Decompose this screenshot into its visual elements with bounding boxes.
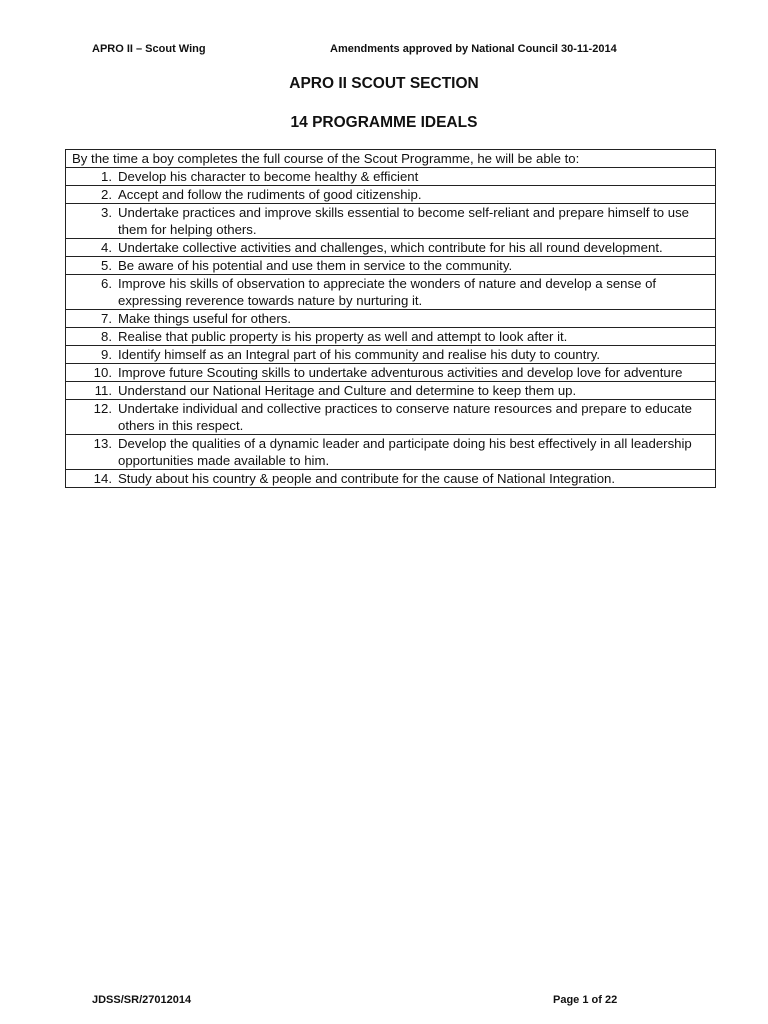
table-row bbox=[66, 400, 716, 435]
table-cell bbox=[66, 470, 716, 488]
ideal-number: 8. bbox=[101, 329, 112, 344]
table-cell bbox=[66, 400, 716, 435]
ideal-item bbox=[72, 346, 715, 363]
table-cell bbox=[66, 364, 716, 382]
table-row bbox=[66, 257, 716, 275]
ideal-number: 3. bbox=[101, 205, 112, 220]
ideals-table-body bbox=[66, 150, 716, 488]
ideal-number: 2. bbox=[101, 187, 112, 202]
table-row bbox=[66, 168, 716, 186]
ideal-number: 5. bbox=[101, 258, 112, 273]
table-cell bbox=[66, 168, 716, 186]
table-cell bbox=[66, 435, 716, 470]
table-cell bbox=[66, 275, 716, 310]
ideal-item bbox=[72, 310, 715, 327]
section-title: APRO II SCOUT SECTION bbox=[289, 75, 479, 92]
table-row bbox=[66, 310, 716, 328]
ideal-item bbox=[72, 328, 715, 345]
ideal-text: Be aware of his potential and use them in service to the community. bbox=[118, 258, 513, 273]
ideal-text: Undertake individual and collective practices to conserve nature resources and prepare to educate others in this respect. bbox=[118, 401, 692, 433]
table-row bbox=[66, 470, 716, 488]
ideal-text: Develop his character to become healthy & efficient bbox=[118, 169, 419, 184]
table-cell bbox=[66, 186, 716, 204]
ideal-number: 1. bbox=[101, 169, 112, 184]
ideal-item bbox=[72, 470, 715, 487]
ideal-item bbox=[72, 435, 715, 469]
table-intro-cell: By the time a boy completes the full course of the Scout Programme, he will be able to: bbox=[66, 150, 716, 168]
table-cell bbox=[66, 257, 716, 275]
ideal-item bbox=[72, 275, 715, 309]
ideal-text: Improve future Scouting skills to undertake adventurous activities and develop love for adventure bbox=[118, 365, 683, 380]
ideal-number: 13. bbox=[93, 436, 112, 451]
ideal-item bbox=[72, 382, 715, 399]
page-header bbox=[0, 43, 768, 59]
ideal-item bbox=[72, 364, 715, 381]
table-row bbox=[66, 275, 716, 310]
ideal-item bbox=[72, 186, 715, 203]
page-footer bbox=[0, 994, 768, 1008]
table-cell bbox=[66, 204, 716, 239]
ideal-text: Improve his skills of observation to appreciate the wonders of nature and develop a sense of expressing reverence towards nature by nurturing it. bbox=[118, 276, 657, 308]
table-row bbox=[66, 186, 716, 204]
ideals-table bbox=[65, 149, 716, 488]
ideal-number: 14. bbox=[93, 471, 112, 486]
ideal-text: Study about his country & people and contribute for the cause of National Integration. bbox=[118, 471, 616, 486]
ideal-item bbox=[72, 400, 715, 434]
table-row bbox=[66, 239, 716, 257]
section-subtitle: 14 PROGRAMME IDEALS bbox=[290, 114, 478, 131]
ideal-text: Identify himself as an Integral part of his community and realise his duty to country. bbox=[118, 347, 601, 362]
ideal-item bbox=[72, 239, 715, 256]
ideal-number: 6. bbox=[101, 276, 112, 291]
ideal-number: 12. bbox=[93, 401, 112, 416]
ideal-text: Understand our National Heritage and Culture and determine to keep them up. bbox=[118, 383, 577, 398]
header-right-text: Amendments approved by National Council 30-11-2014 bbox=[330, 43, 617, 55]
table-cell bbox=[66, 239, 716, 257]
ideal-number: 7. bbox=[101, 311, 112, 326]
table-cell bbox=[66, 346, 716, 364]
ideal-text: Accept and follow the rudiments of good citizenship. bbox=[118, 187, 422, 202]
ideal-item bbox=[72, 257, 715, 274]
ideal-text: Make things useful for others. bbox=[118, 311, 291, 326]
footer-page-number: Page 1 of 22 bbox=[553, 994, 618, 1006]
table-row bbox=[66, 382, 716, 400]
ideal-text: Develop the qualities of a dynamic leader and participate doing his best effectively in all leadership opportunities made available to him. bbox=[118, 436, 692, 468]
table-row bbox=[66, 364, 716, 382]
ideal-number: 10. bbox=[93, 365, 112, 380]
table-intro-row bbox=[66, 150, 716, 168]
table-row bbox=[66, 204, 716, 239]
ideal-number: 4. bbox=[101, 240, 112, 255]
table-row bbox=[66, 435, 716, 470]
ideal-item bbox=[72, 204, 715, 238]
ideal-text: Realise that public property is his property as well and attempt to look after it. bbox=[118, 329, 568, 344]
ideal-number: 11. bbox=[94, 383, 112, 398]
header-left-text: APRO II – Scout Wing bbox=[92, 43, 206, 55]
ideal-item bbox=[72, 168, 715, 185]
table-cell bbox=[66, 382, 716, 400]
table-cell bbox=[66, 310, 716, 328]
ideal-text: Undertake practices and improve skills essential to become self-reliant and prepare himself to use them for helping others. bbox=[118, 205, 690, 237]
table-cell bbox=[66, 328, 716, 346]
table-row bbox=[66, 328, 716, 346]
table-row bbox=[66, 346, 716, 364]
ideal-text: Undertake collective activities and challenges, which contribute for his all round development. bbox=[118, 240, 663, 255]
ideal-number: 9. bbox=[101, 347, 112, 362]
footer-doc-code: JDSS/SR/27012014 bbox=[92, 994, 192, 1006]
